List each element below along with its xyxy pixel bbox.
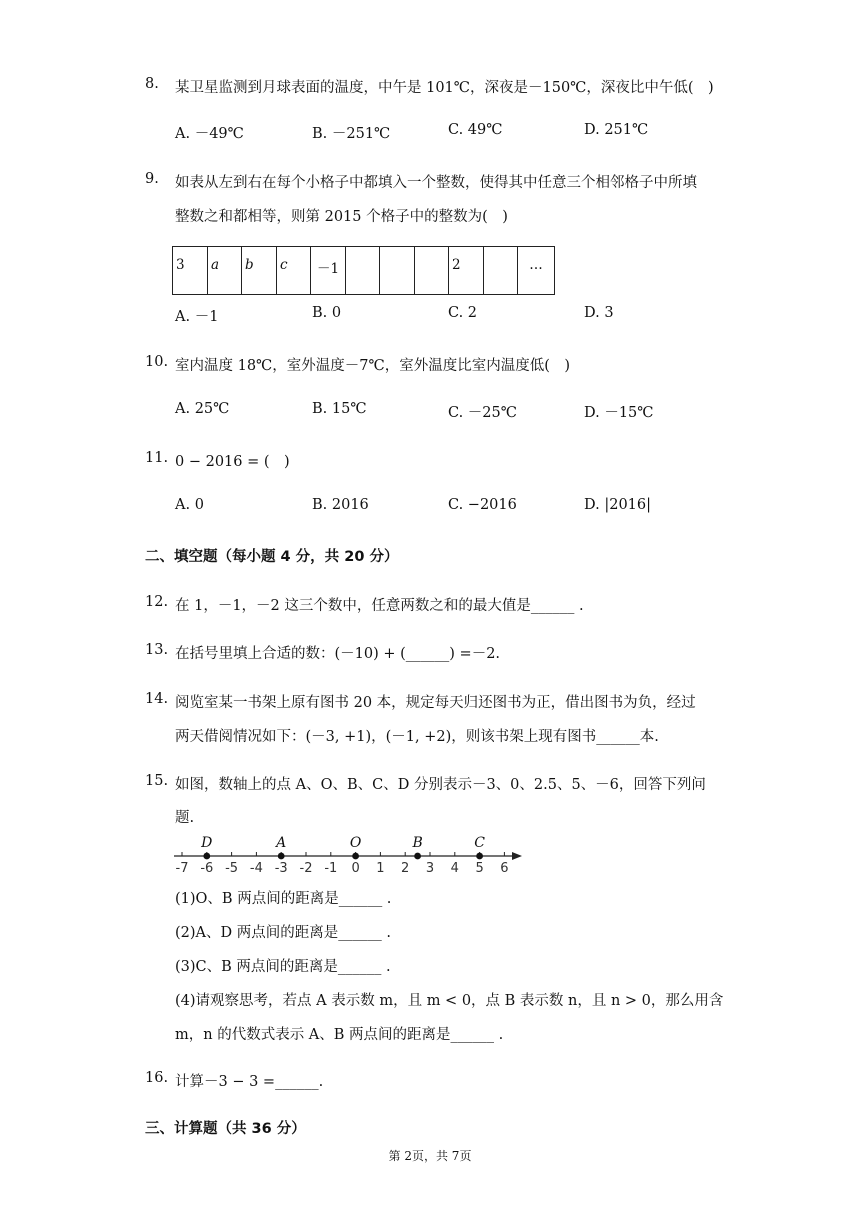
q15-stem-line1: 如图，数轴上的点 A、O、B、C、D 分别表示－3、0、2.5、5、－6，回答下列问	[175, 777, 706, 793]
q15-sub4-line1: (4)请观察思考，若点 A 表示数 m，且 m < 0，点 B 表示数 n，且 n > 0，那么用含	[175, 993, 724, 1009]
axis-tick-label: 6	[500, 861, 509, 876]
table-cell: －1	[311, 247, 346, 295]
q15-sub4-line2: m，n 的代数式表示 A、B 两点间的距离是______ .	[175, 1027, 504, 1043]
table-cell: …	[518, 247, 555, 295]
q10-option-a: A. 25℃	[175, 401, 230, 417]
q8-number: 8.	[145, 76, 159, 92]
point-marker-c	[476, 853, 483, 860]
q15-sub3: (3)C、B 两点间的距离是______ .	[175, 959, 391, 975]
q12-number: 12.	[145, 594, 169, 610]
q9-option-c: C. 2	[448, 305, 478, 321]
point-marker-d	[203, 853, 210, 860]
q9-option-d: D. 3	[584, 305, 614, 321]
number-line-figure	[170, 830, 530, 880]
table-cell: 3	[173, 247, 208, 295]
q11-number: 11.	[145, 450, 169, 466]
q8-stem: 某卫星监测到月球表面的温度，中午是 101℃，深夜是－150℃，深夜比中午低( )	[175, 80, 714, 96]
table-cell: b	[242, 247, 277, 295]
axis-tick-label: -6	[200, 861, 214, 876]
q11-option-b: B. 2016	[312, 497, 369, 513]
q10-number: 10.	[145, 354, 169, 370]
page-footer: 第 2页，共 7页	[388, 1149, 472, 1163]
table-cell	[380, 247, 415, 295]
q10-option-c: C. －25℃	[448, 405, 517, 421]
point-marker-o	[352, 853, 359, 860]
axis-tick-label: -3	[274, 861, 288, 876]
q15-sub1: (1)O、B 两点间的距离是______ .	[175, 891, 392, 907]
axis-tick-label: -1	[324, 861, 338, 876]
q11-stem: 0 − 2016 = ( )	[175, 454, 290, 470]
q9-option-a: A. －1	[175, 309, 219, 325]
point-label-a: A	[276, 835, 287, 851]
q9-number: 9.	[145, 171, 159, 187]
axis-tick-label: 5	[475, 861, 484, 876]
q12-stem: 在 1，－1，－2 这三个数中，任意两数之和的最大值是______ .	[175, 598, 584, 614]
q11-option-c: C. −2016	[448, 497, 517, 513]
q11-option-a: A. 0	[175, 497, 204, 513]
point-label-o: O	[349, 835, 362, 851]
q15-sub2: (2)A、D 两点间的距离是______ .	[175, 925, 391, 941]
section-heading-fill-in: 二、填空题（每小题 4 分，共 20 分）	[145, 549, 399, 565]
q9-stem-line2: 整数之和都相等，则第 2015 个格子中的整数为( )	[175, 209, 508, 225]
table-cell	[415, 247, 449, 295]
q14-number: 14.	[145, 691, 169, 707]
q10-option-b: B. 15℃	[312, 401, 367, 417]
table-cell: a	[208, 247, 242, 295]
table-cell	[484, 247, 518, 295]
q16-number: 16.	[145, 1070, 169, 1086]
axis-tick-label: 0	[351, 861, 360, 876]
table-cell	[346, 247, 380, 295]
axis-tick-label: 3	[425, 861, 435, 876]
q10-option-d: D. －15℃	[584, 405, 654, 421]
axis-arrow	[512, 852, 522, 860]
q8-option-a: A. －49℃	[175, 126, 244, 142]
q8-option-b: B. －251℃	[312, 126, 391, 142]
q11-option-d: D. |2016|	[584, 497, 651, 513]
table-cell: 2	[449, 247, 484, 295]
q9-sequence-table	[172, 246, 555, 295]
point-marker-b	[414, 853, 421, 860]
q9-stem-line1: 如表从左到右在每个小格子中都填入一个整数，使得其中任意三个相邻格子中所填	[175, 175, 697, 191]
axis-tick-label: -2	[299, 861, 313, 876]
q16-stem: 计算－3 − 3 =______.	[175, 1074, 324, 1090]
q8-option-c: C. 49℃	[448, 122, 503, 138]
point-marker-a	[278, 853, 285, 860]
axis-tick-label: -4	[249, 861, 263, 876]
section-heading-calculation: 三、计算题（共 36 分）	[145, 1121, 306, 1137]
point-label-c: C	[474, 835, 485, 851]
axis-tick-label: 2	[401, 861, 410, 876]
q10-stem: 室内温度 18℃，室外温度－7℃，室外温度比室内温度低( )	[175, 358, 571, 374]
axis-tick-label: 1	[376, 861, 385, 876]
q15-stem-line2: 题.	[175, 810, 195, 826]
q15-number: 15.	[145, 773, 169, 789]
axis-tick-label: -5	[225, 861, 239, 876]
table-cell: c	[277, 247, 311, 295]
point-label-b: B	[412, 835, 423, 851]
q14-stem-line2: 两天借阅情况如下：(－3, +1)，(－1, +2)，则该书架上现有图书______本.	[175, 729, 659, 745]
q13-stem: 在括号里填上合适的数：(－10) + (______) =－2.	[175, 646, 501, 662]
q9-option-b: B. 0	[312, 305, 342, 321]
point-label-d: D	[201, 835, 213, 851]
axis-tick-label: -7	[175, 861, 189, 876]
q8-option-d: D. 251℃	[584, 122, 649, 138]
axis-tick-label: 4	[450, 861, 459, 876]
q14-stem-line1: 阅览室某一书架上原有图书 20 本，规定每天归还图书为正，借出图书为负，经过	[175, 695, 696, 711]
q13-number: 13.	[145, 642, 169, 658]
